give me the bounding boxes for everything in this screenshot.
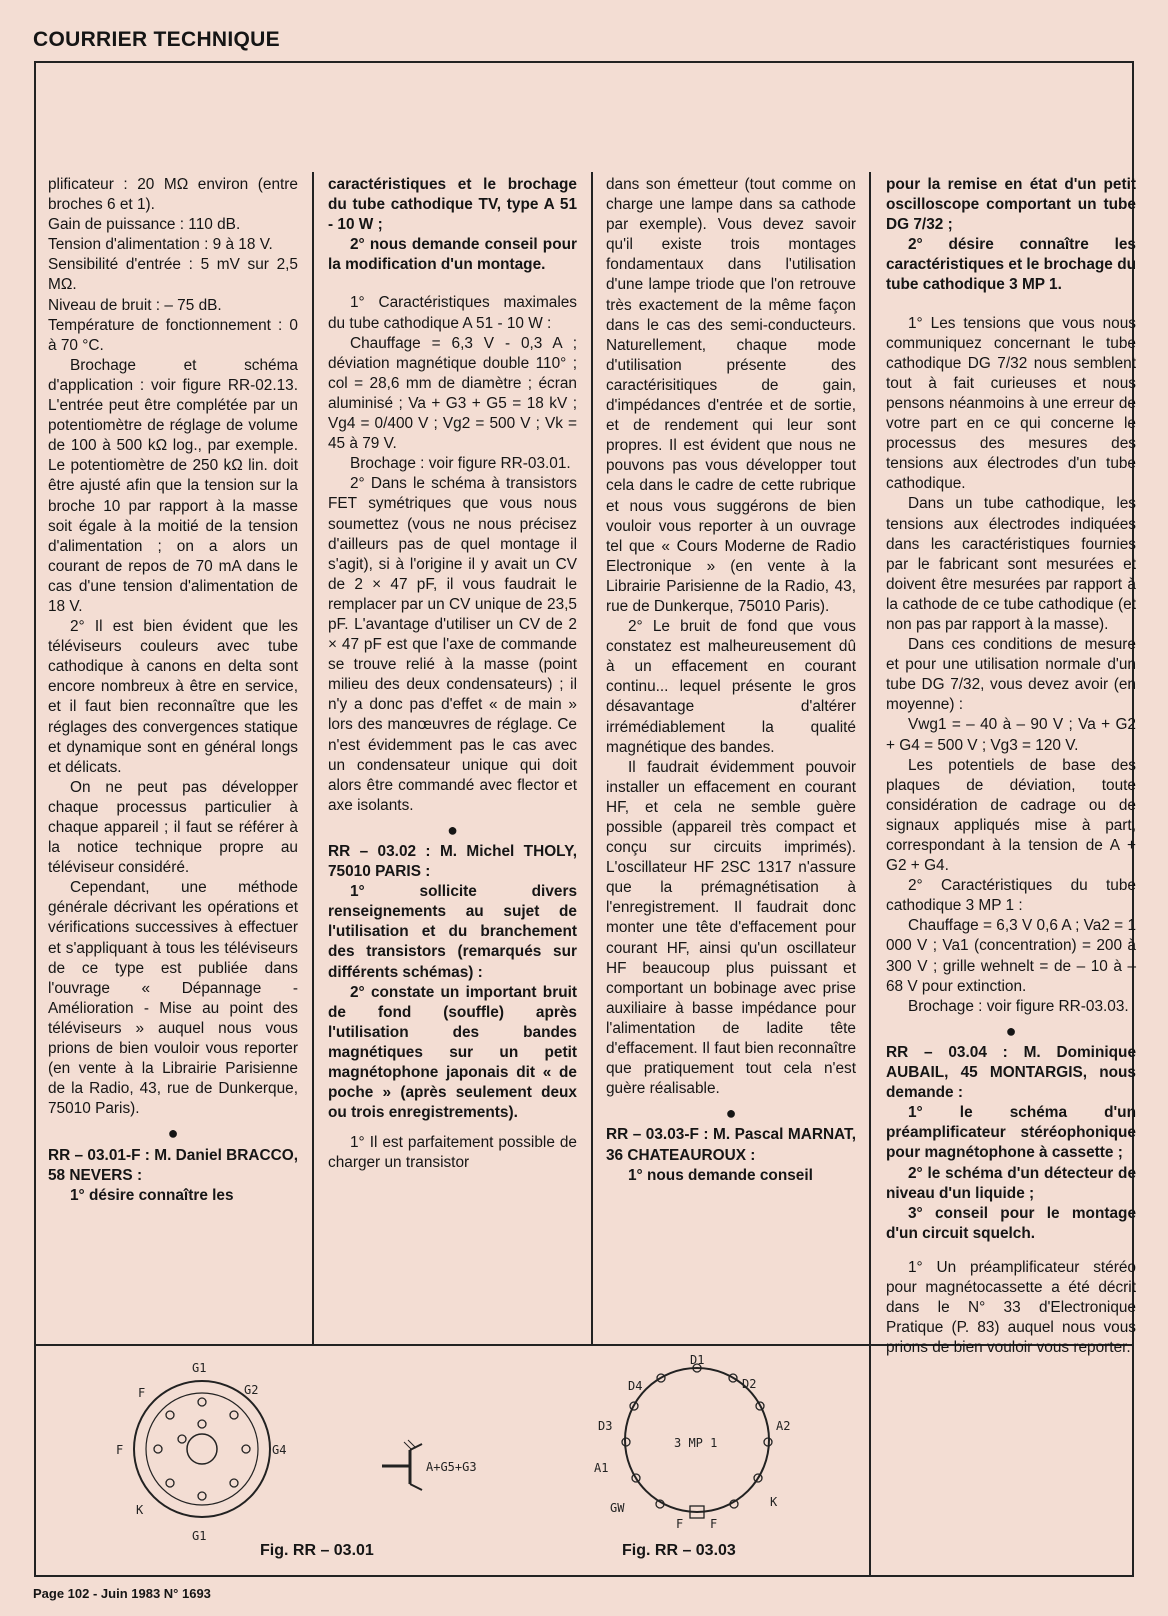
column-1: [48, 175, 298, 1206]
paragraph: Dans un tube cathodique, les tensions aux électrodes indiquées dans les caractéristiques fournies par le fabricant sont mesurées et doivent être mesurées par rapport à la cathode de ce tube cathodique (et non pas par rapport à la masse).: [886, 495, 1136, 633]
paragraph: 1° Un préamplificateur stéréo pour magnétocassette a été décrit dans le N° 33 d'Electronique Pratique (P. 83) auquel nous vous prions de bien vouloir vous reporter.: [886, 1258, 1136, 1357]
pin-label-a2: A2: [776, 1419, 791, 1433]
question: 1° le schéma d'un préamplificateur stéréophonique pour magnétophone à cassette ;: [886, 1104, 1136, 1162]
paragraph: 1° Caractéristiques maximales du tube cathodique A 51 - 10 W :: [328, 294, 577, 332]
letter-heading: RR – 03.03-F : M. Pascal MARNAT, 36 CHATEAUROUX :: [606, 1126, 856, 1164]
paragraph: Dans ces conditions de mesure et pour une utilisation normale d'un tube DG 7/32, vous devez avoir (en moyenne) :: [886, 636, 1136, 714]
column-3: [606, 175, 856, 1186]
question: 3° conseil pour le montage d'un circuit squelch.: [886, 1204, 1136, 1242]
figure-caption-2: Fig. RR – 03.03: [622, 1542, 736, 1559]
paragraph: 2° Le bruit de fond que vous constatez est malheureusement dû à un effacement en courant continu... lequel présente le gros désavantage d'altérer irrémédiablement la qualité magnétique des bandes.: [606, 618, 856, 756]
question: pour la remise en état d'un petit oscilloscope comportant un tube DG 7/32 ;: [886, 176, 1136, 234]
paragraph: plificateur : 20 MΩ environ (entre broches 6 et 1).: [48, 176, 298, 214]
pin-label-k: K: [136, 1503, 144, 1517]
letter-heading: RR – 03.02 : M. Michel THOLY, 75010 PARIS :: [328, 843, 577, 881]
connector-label: A+G5+G3: [426, 1460, 477, 1474]
tube-type-label: 3 MP 1: [674, 1436, 718, 1450]
paragraph: Brochage : voir figure RR-03.01.: [350, 455, 571, 473]
paragraph: On ne peut pas développer chaque processus particulier à chaque appareil ; il faut se référer à la notice technique propre au téléviseur considéré.: [48, 778, 298, 877]
letter-heading: RR – 03.04 : M. Dominique AUBAIL, 45 MONTARGIS, nous demande :: [886, 1043, 1136, 1102]
paragraph: Gain de puissance : 110 dB.: [48, 216, 241, 234]
pin-label-f-left: F: [116, 1443, 124, 1457]
base-inner-ring: [146, 1393, 258, 1505]
pin-label-k: K: [770, 1495, 778, 1509]
paragraph: Il faudrait évidemment pouvoir installer un effacement en courant HF, et cela ne semble guère possible (appareil très compact et conçu sur circuits imprimés). L'oscillateur HF 2SC 1317 n'assure que la prémagnétisation à l'enregistrement. Il faudrait donc monter une tête d'effacement pour courant HF, ainsi qu'un oscillateur HF beaucoup plus puissant et comportant un bobinage avec prise auxiliaire à basse impédance pour l'alimentation de ladite tête d'effacement. Il faut bien reconnaître que pratiquement tout cela n'est guère réalisable.: [606, 758, 856, 1098]
question: caractéristiques et le brochage du tube cathodique TV, type A 51 - 10 W ;: [328, 176, 577, 234]
paragraph: Température de fonctionnement : 0 à 70 °C.: [48, 316, 298, 354]
paragraph: Sensibilité d'entrée : 5 mV sur 2,5 MΩ.: [48, 256, 298, 294]
paragraph: Tension d'alimentation : 9 à 18 V.: [48, 236, 273, 254]
column-rule-3: [869, 172, 871, 1576]
pin-label-f-top: F: [138, 1386, 146, 1400]
column-4: [886, 175, 1136, 1358]
base-key: [187, 1434, 217, 1464]
paragraph: Brochage et schéma d'application : voir figure RR-02.13. L'entrée peut être complétée par un potentiomètre de réglage de volume de 100 à 500 kΩ log., par exemple. Le potentiomètre de 250 kΩ lin. doit être ajusté afin que la tension sur la broche 10 par rapport à la masse soit égale à la moitié de la tension d'alimentation ; on a alors un courant de repos de 70 mA dans le cas d'une tension d'alimentation de 18 V.: [48, 356, 298, 615]
question: 1° désire connaître les: [70, 1186, 234, 1204]
pin-label-gw: GW: [610, 1501, 625, 1515]
question: 2° désire connaître les caractéristiques et le brochage du tube cathodique 3 MP 1.: [886, 236, 1136, 294]
paragraph: 2° Il est bien évident que les téléviseurs couleurs avec tube cathodique à canons en delta sont encore nombreux à être en service, et il faut bien reconnaître que les réglages des convergences statique et dynamique sont en général longs et délicats.: [48, 618, 298, 776]
paragraph: Chauffage = 6,3 V - 0,3 A ; déviation magnétique double 110° ; col = 28,6 mm de diamètre ; écran aluminisé ; Va + G3 + G5 = 18 kV ; Vg4 = 0/400 V ; Vg2 = 500 V ; Vk = 45 à 79 V.: [328, 334, 577, 453]
crt-3mp1-base-diagram: [590, 1350, 800, 1540]
paragraph: 1° Les tensions que vous nous communiquez concernant le tube cathodique DG 7/32 nous semblent tout à fait curieuses et nous pensons néanmoins à une erreur de votre part en ce qui concerne le processus des mesures des tensions aux électrodes d'un tube cathodique.: [886, 314, 1136, 493]
page-header: COURRIER TECHNIQUE: [33, 28, 280, 51]
section-bullet: ●: [1005, 1020, 1017, 1041]
pin-label-g1-bottom: G1: [192, 1529, 207, 1542]
paragraph: 2° Caractéristiques du tube cathodique 3 MP 1 :: [886, 877, 1136, 915]
column-2: [328, 175, 577, 1174]
pin-label-d2: D2: [742, 1377, 757, 1391]
column-rule-1: [312, 172, 314, 1344]
question: 1° nous demande conseil: [628, 1166, 813, 1184]
pin-label-d1: D1: [690, 1353, 705, 1367]
letter-heading: RR – 03.01-F : M. Daniel BRACCO, 58 NEVERS :: [48, 1146, 298, 1184]
section-bullet: ●: [447, 819, 458, 840]
page-footer: Page 102 - Juin 1983 N° 1693: [33, 1586, 211, 1601]
paragraph: Brochage : voir figure RR-03.03.: [908, 997, 1129, 1015]
pin-label-a1: A1: [594, 1461, 609, 1475]
paragraph: dans son émetteur (tout comme on charge une lampe dans sa cathode par exemple). Vous devez savoir qu'il existe trois montages fondamentaux dans l'utilisation d'une lampe triode que l'on retrouve très exactement de la même façon dans le cas des semi-conducteurs. Naturellement, chaque mode d'utilisation présente des caractérisitiques de gain, d'impédances d'entrée et de sortie, et de rendement qui leur sont propres. Il est évident que nous ne pouvons pas vous développer tout cela dans le cadre de cette rubrique et nous vous suggérons de bien vouloir vous reporter à un ouvrage tel que « Cours Moderne de Radio Electronique » (en vente à la Librairie Parisienne de la Radio, 43, rue de Dunkerque, 75010 Paris).: [606, 176, 856, 615]
figure-caption-1: Fig. RR – 03.01: [260, 1542, 374, 1559]
section-bullet: ●: [725, 1103, 737, 1124]
pin-label-g1-top: G1: [192, 1361, 207, 1375]
section-bullet: ●: [167, 1123, 179, 1144]
pin-label-g4: G4: [272, 1443, 287, 1457]
question: 2° nous demande conseil pour la modification d'un montage.: [328, 236, 577, 274]
question: 2° constate un important bruit de fond (souffle) après l'utilisation des bandes magnétiques sur un petit magnétophone japonais dit « de poche » (après seulement deux ou trois enregistrements).: [328, 983, 577, 1122]
question: 1° sollicite divers renseignements au sujet de l'utilisation et du branchement des transistors (remarqués sur différents schémas) :: [328, 883, 577, 981]
pin-label-g2: G2: [244, 1383, 259, 1397]
paragraph: Niveau de bruit : – 75 dB.: [48, 296, 222, 314]
paragraph: Les potentiels de base des plaques de déviation, toute considération de cadrage ou de signaux appliqués mise à part, correspondant à la tension de A + G2 + G4.: [886, 756, 1136, 875]
column-rule-2: [591, 172, 593, 1344]
paragraph: 1° Il est parfaitement possible de charger un transistor: [328, 1134, 577, 1172]
paragraph: Vwg1 = – 40 à – 90 V ; Va + G2 + G4 = 500 V ; Vg3 = 120 V.: [886, 716, 1136, 754]
pin-label-f-left: F: [676, 1517, 684, 1531]
pin-label-f-right: F: [710, 1517, 718, 1531]
question: 2° le schéma d'un détecteur de niveau d'un liquide ;: [886, 1164, 1136, 1202]
paragraph: Cependant, une méthode générale décrivant les opérations et vérifications successives à effectuer et s'appliquant à tous les téléviseurs de ce type est publiée dans l'ouvrage « Dépannage - Amélioration - Mise au point des téléviseurs » auquel nous vous prions de bien vouloir vous reporter (en vente à la Librairie Parisienne de la Radio, 43, rue de Dunkerque, 75010 Paris).: [48, 879, 298, 1118]
anode-connector-symbol: [380, 1434, 510, 1494]
pin-label-d4: D4: [628, 1379, 643, 1393]
base-pins: [154, 1398, 250, 1500]
paragraph: 2° Dans le schéma à transistors FET symétriques que vous nous soumettez (vous ne nous précisez d'ailleurs pas de quel montage il s'agit), si à l'origine il y avait un CV de 2 × 47 pF, il vous faudrait le remplacer par un CV unique de 23,5 pF. L'avantage d'utiliser un CV de 2 × 47 pF est que l'axe de commande se trouve relié à la masse (point milieu des deux condensateurs) ; il n'y a donc pas d'effet « de main » lors des manœuvres de réglage. Ce n'est évidemment pas le cas avec un condensateur unique qui doit alors être commandé avec flector et axe isolants.: [328, 475, 577, 814]
pin-label-d3: D3: [598, 1419, 613, 1433]
paragraph: Chauffage = 6,3 V 0,6 A ; Va2 = 1 000 V ; Va1 (concentration) = 200 à 300 V ; grille wehnelt = de – 10 à – 68 V pour extinction.: [886, 917, 1136, 995]
tube-base-diagram: [110, 1352, 310, 1542]
